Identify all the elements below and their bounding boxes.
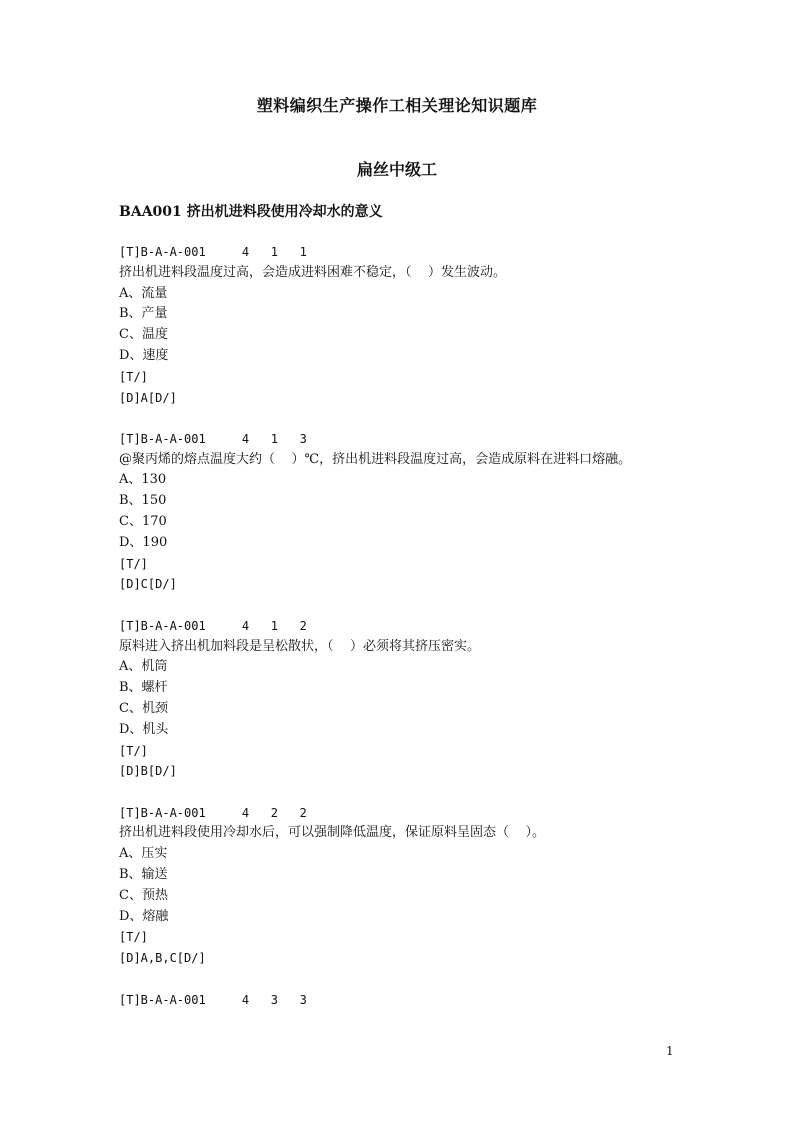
option-c: C、温度 bbox=[119, 327, 168, 343]
answer-line: [D]A[D/] bbox=[119, 390, 177, 405]
question-stem: 挤出机进料段温度过高，会造成进料困难不稳定，（ ）发生波动。 bbox=[119, 264, 507, 280]
question-stem: 原料进入挤出机加料段是呈松散状，（ ）必须将其挤压密实。 bbox=[119, 638, 481, 654]
question-block bbox=[119, 616, 719, 782]
option-c: C、预热 bbox=[119, 887, 168, 903]
option-d: D、速度 bbox=[119, 347, 169, 363]
option-d: D、机头 bbox=[119, 721, 169, 737]
document-title: 塑料编织生产操作工相关理论知识题库 bbox=[256, 96, 538, 115]
option-a: A、压实 bbox=[119, 846, 168, 862]
question-end-tag: [T/] bbox=[119, 743, 148, 758]
option-a: A、流量 bbox=[119, 285, 168, 301]
question-block bbox=[119, 242, 719, 408]
option-c: C、170 bbox=[119, 514, 167, 530]
option-b: B、螺杆 bbox=[119, 680, 168, 696]
section-heading: BAA001 挤出机进料段使用冷却水的意义 bbox=[119, 204, 383, 220]
question-header: [T]B-A-A-001 4 3 3 bbox=[119, 992, 307, 1007]
document-subtitle: 扁丝中级工 bbox=[356, 160, 437, 179]
answer-line: [D]B[D/] bbox=[119, 764, 177, 779]
option-b: B、输送 bbox=[119, 867, 168, 883]
question-stem: 挤出机进料段使用冷却水后，可以强制降低温度，保证原料呈固态（ ）。 bbox=[119, 825, 546, 841]
question-block bbox=[119, 803, 719, 969]
option-d: D、熔融 bbox=[119, 908, 169, 924]
answer-line: [D]C[D/] bbox=[119, 577, 177, 592]
question-stem: @聚丙烯的熔点温度大约（ ）℃，挤出机进料段温度过高，会造成原料在进料口熔融。 bbox=[119, 451, 632, 467]
option-b: B、产量 bbox=[119, 306, 168, 322]
option-d: D、190 bbox=[119, 534, 168, 550]
page-number: 1 bbox=[666, 1044, 674, 1058]
question-end-tag: [T/] bbox=[119, 930, 148, 945]
question-header: [T]B-A-A-001 4 2 2 bbox=[119, 805, 307, 820]
question-header: [T]B-A-A-001 4 1 1 bbox=[119, 245, 307, 259]
question-end-tag: [T/] bbox=[119, 369, 148, 384]
answer-line: [D]A,B,C[D/] bbox=[119, 951, 206, 966]
question-header: [T]B-A-A-001 4 1 2 bbox=[119, 618, 307, 633]
option-c: C、机颈 bbox=[119, 700, 168, 716]
question-list bbox=[119, 242, 719, 1031]
option-a: A、130 bbox=[119, 472, 167, 488]
question-end-tag: [T/] bbox=[119, 556, 148, 571]
question-block bbox=[119, 990, 719, 1011]
question-header: [T]B-A-A-001 4 1 3 bbox=[119, 431, 307, 446]
option-a: A、机筒 bbox=[119, 659, 168, 675]
question-block bbox=[119, 429, 719, 595]
option-b: B、150 bbox=[119, 493, 167, 509]
